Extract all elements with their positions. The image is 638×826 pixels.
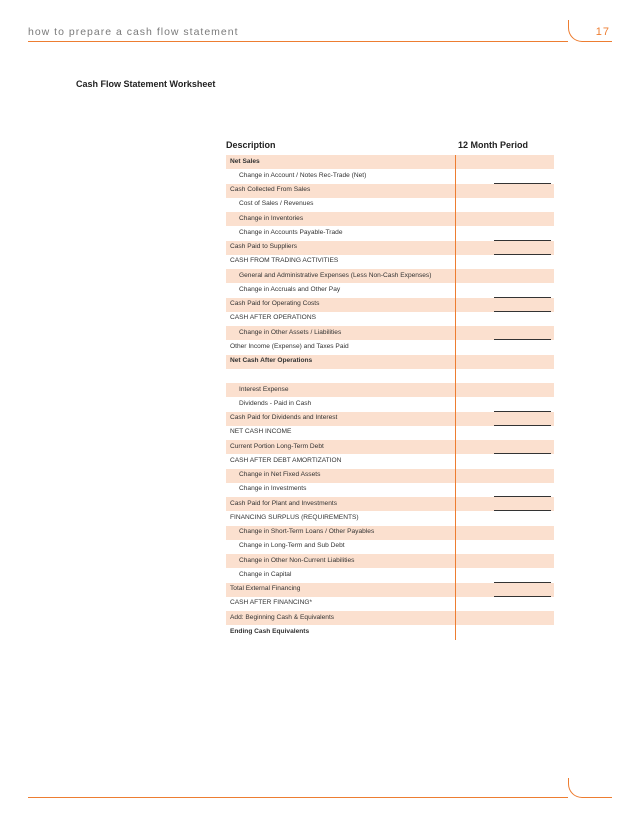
page-number: 17	[595, 26, 610, 38]
row-description: Other Income (Expense) and Taxes Paid	[230, 342, 349, 350]
footer-rule	[28, 797, 568, 798]
table-row	[226, 283, 554, 297]
row-description: Interest Expense	[239, 385, 289, 393]
row-amount-cell[interactable]	[455, 554, 554, 568]
table-row	[226, 597, 554, 611]
table-row	[226, 454, 554, 468]
row-description: Total External Financing	[230, 585, 301, 592]
table-row	[226, 568, 554, 582]
row-amount-cell[interactable]	[455, 198, 554, 212]
row-description: Change in Other Assets / Liabilities	[239, 328, 342, 336]
row-description: Cash Paid for Operating Costs	[230, 300, 320, 307]
table-row	[226, 511, 554, 525]
row-amount-cell[interactable]	[455, 483, 554, 497]
page-footer	[28, 780, 612, 800]
row-amount-cell[interactable]	[455, 326, 554, 340]
table-row	[226, 554, 554, 568]
row-description: NET CASH INCOME	[230, 428, 292, 436]
table-header	[226, 135, 554, 155]
table-row	[226, 241, 554, 255]
table-row	[226, 226, 554, 240]
worksheet-title: Cash Flow Statement Worksheet	[76, 79, 216, 89]
row-amount-cell[interactable]	[455, 184, 554, 198]
row-amount-cell[interactable]	[455, 169, 554, 183]
table-row	[226, 155, 554, 169]
table-row	[226, 583, 554, 597]
row-amount-cell[interactable]	[455, 412, 554, 426]
table-row	[226, 255, 554, 269]
row-description: Change in Other Non-Current Liabilities	[239, 556, 355, 564]
table-row	[226, 625, 554, 639]
row-amount-cell[interactable]	[455, 241, 554, 255]
cash-flow-table	[226, 135, 554, 640]
row-description: CASH FROM TRADING ACTIVITIES	[230, 257, 339, 265]
table-row	[226, 340, 554, 354]
row-description: Change in Capital	[239, 570, 292, 578]
row-description: Change in Short-Term Loans / Other Payables	[239, 528, 375, 535]
row-amount-cell[interactable]	[455, 283, 554, 297]
row-amount-cell[interactable]	[455, 312, 554, 326]
row-amount-cell[interactable]	[455, 397, 554, 411]
row-description: Change in Inventories	[239, 214, 304, 222]
row-amount-cell[interactable]	[455, 212, 554, 226]
row-amount-cell[interactable]	[455, 611, 554, 625]
row-description: Cash Paid to Suppliers	[230, 243, 298, 250]
row-amount-cell[interactable]	[455, 383, 554, 397]
row-description: Cash Collected From Sales	[230, 186, 311, 193]
row-amount-cell[interactable]	[455, 269, 554, 283]
row-amount-cell[interactable]	[455, 511, 554, 525]
table-row	[226, 198, 554, 212]
row-amount-cell[interactable]	[455, 298, 554, 312]
table-row	[226, 184, 554, 198]
row-description: Cash Paid for Dividends and Interest	[230, 414, 338, 421]
row-amount-cell[interactable]	[455, 454, 554, 468]
page-header	[28, 26, 612, 46]
table-row	[226, 383, 554, 397]
row-amount-cell[interactable]	[455, 426, 554, 440]
table-row	[226, 611, 554, 625]
table-row	[226, 369, 554, 383]
row-amount-cell[interactable]	[455, 568, 554, 582]
table-row	[226, 440, 554, 454]
table-row	[226, 483, 554, 497]
row-amount-cell[interactable]	[455, 355, 554, 369]
row-amount-cell[interactable]	[455, 340, 554, 354]
row-description: Change in Accruals and Other Pay	[239, 285, 341, 293]
row-amount-cell[interactable]	[455, 540, 554, 554]
row-description: Current Portion Long-Term Debt	[230, 442, 324, 450]
row-amount-cell[interactable]	[455, 583, 554, 597]
row-description: CASH AFTER DEBT AMORTIZATION	[230, 456, 342, 464]
row-amount-cell[interactable]	[455, 155, 554, 169]
table-row	[226, 298, 554, 312]
row-amount-cell[interactable]	[455, 469, 554, 483]
row-description: Cash Paid for Plant and Investments	[230, 499, 338, 507]
footer-curve	[568, 778, 612, 798]
row-amount-cell[interactable]	[455, 440, 554, 454]
row-amount-cell[interactable]	[455, 625, 554, 639]
table-row	[226, 326, 554, 340]
table-row	[226, 426, 554, 440]
row-description: Net Cash After Operations	[230, 357, 313, 364]
table-row	[226, 412, 554, 426]
row-description: Change in Investments	[239, 485, 307, 493]
row-description: FINANCING SURPLUS (REQUIREMENTS)	[230, 513, 359, 521]
row-amount-cell[interactable]	[455, 497, 554, 511]
table-rows	[226, 155, 554, 640]
table-row	[226, 397, 554, 411]
table-row	[226, 469, 554, 483]
row-description: CASH AFTER OPERATIONS	[230, 314, 316, 322]
header-rule	[28, 41, 568, 42]
row-description: Change in Accounts Payable-Trade	[239, 228, 343, 236]
table-row	[226, 169, 554, 183]
header-title: how to prepare a cash flow statement	[28, 26, 239, 38]
row-description: Add: Beginning Cash & Equivalents	[230, 613, 335, 621]
row-description: Change in Net Fixed Assets	[239, 471, 321, 478]
row-amount-cell[interactable]	[455, 526, 554, 540]
table-row	[226, 497, 554, 511]
table-row	[226, 540, 554, 554]
row-description: Change in Account / Notes Rec-Trade (Net)	[239, 171, 367, 179]
row-description: Dividends - Paid in Cash	[239, 399, 312, 407]
row-amount-cell[interactable]	[455, 369, 554, 383]
row-description: Net Sales	[230, 157, 260, 165]
row-description: Change in Long-Term and Sub Debt	[239, 542, 345, 550]
row-description: General and Administrative Expenses (Less Non-Cash Expenses)	[239, 271, 432, 279]
row-description: CASH AFTER FINANCING*	[230, 599, 313, 607]
row-description: Ending Cash Equivalents	[230, 627, 310, 635]
row-description: Cost of Sales / Revenues	[239, 200, 314, 208]
table-row	[226, 212, 554, 226]
table-row	[226, 269, 554, 283]
row-amount-cell[interactable]	[455, 226, 554, 240]
table-row	[226, 355, 554, 369]
column-header-period: 12 Month Period	[458, 140, 529, 150]
row-amount-cell[interactable]	[455, 255, 554, 269]
row-amount-cell[interactable]	[455, 597, 554, 611]
table-row	[226, 312, 554, 326]
column-header-description: Description	[226, 140, 276, 150]
table-row	[226, 526, 554, 540]
